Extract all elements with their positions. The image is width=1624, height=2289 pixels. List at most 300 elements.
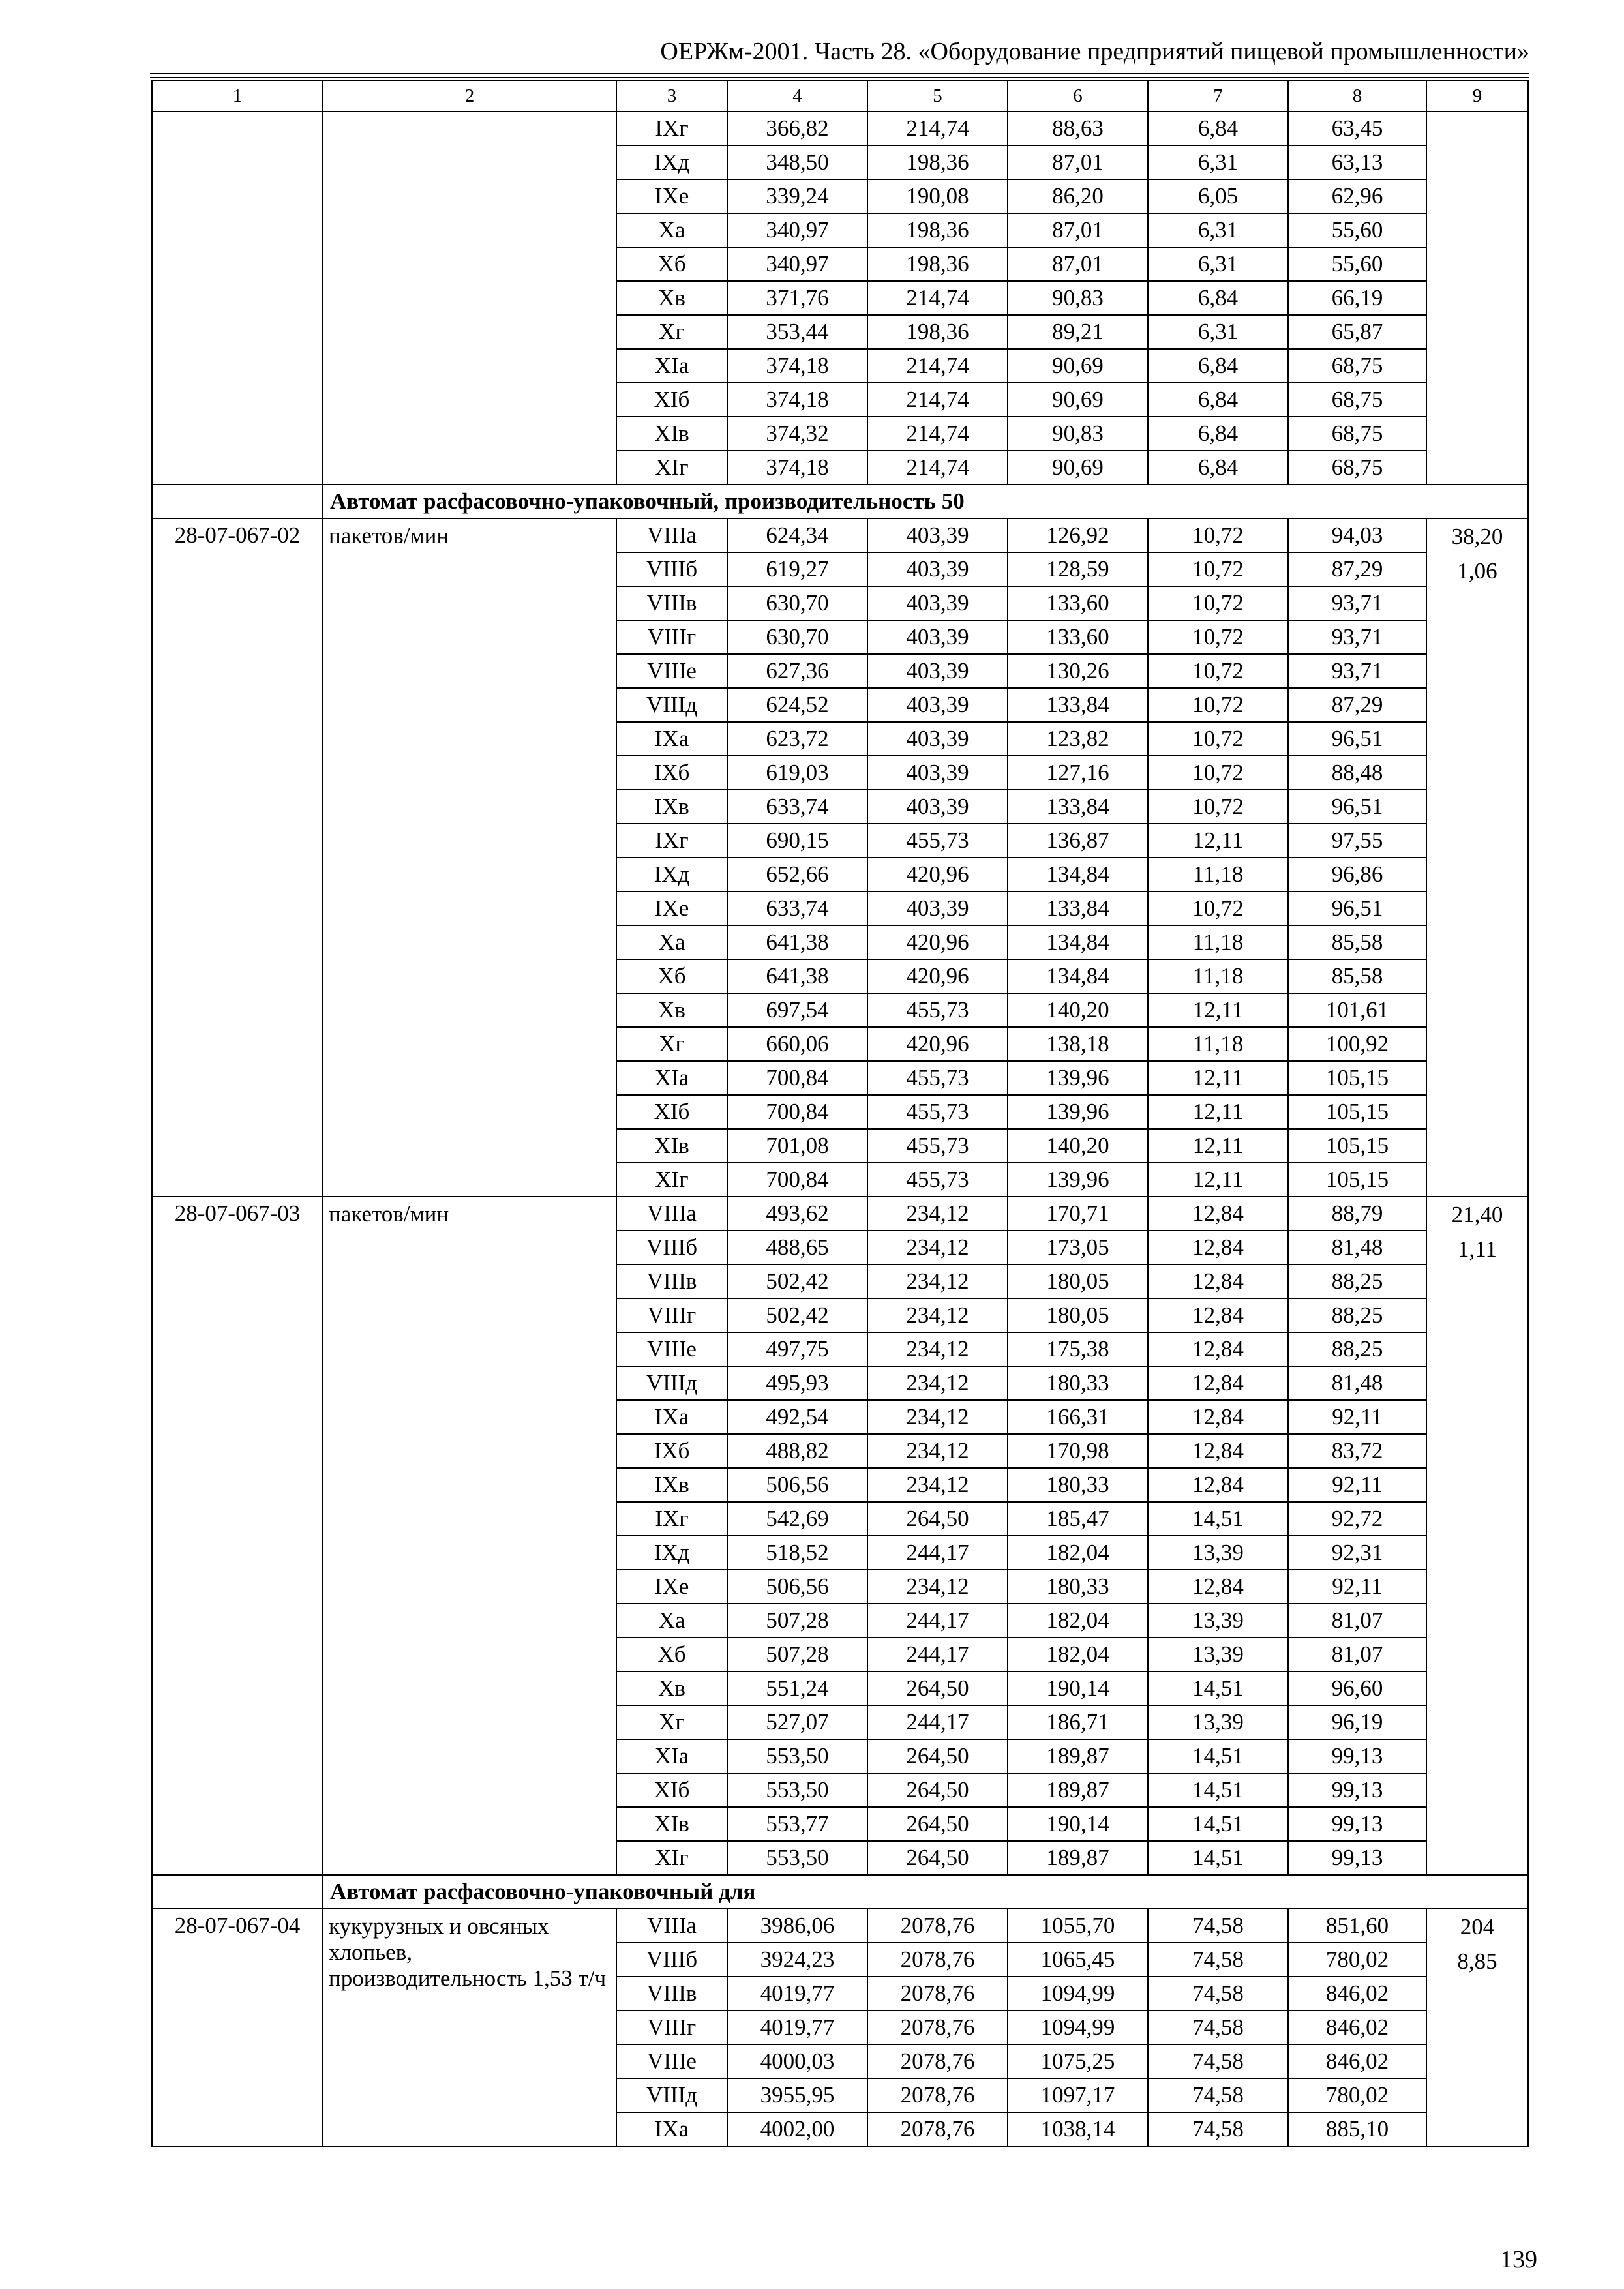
value-cell: 190,14 [1008, 1807, 1148, 1841]
value-cell: 185,47 [1008, 1502, 1148, 1536]
value-cell: 12,84 [1148, 1231, 1288, 1264]
value-cell: 851,60 [1288, 1909, 1426, 1943]
value-cell: 234,12 [867, 1231, 1008, 1264]
value-cell: 214,74 [867, 383, 1008, 417]
value-cell: 68,75 [1288, 383, 1426, 417]
value-cell: 175,38 [1008, 1332, 1148, 1366]
table-row [152, 112, 1528, 145]
value-cell: 403,39 [867, 688, 1008, 722]
value-cell: 553,77 [727, 1807, 867, 1841]
zone-cell: Xа [616, 1604, 727, 1638]
value-cell: 6,84 [1148, 112, 1288, 145]
value-cell: 488,65 [727, 1231, 867, 1264]
value-cell: 14,51 [1148, 1671, 1288, 1705]
value-cell: 139,96 [1008, 1095, 1148, 1129]
value-cell: 180,05 [1008, 1298, 1148, 1332]
value-cell: 88,25 [1288, 1332, 1426, 1366]
value-cell: 374,18 [727, 451, 867, 485]
value-cell: 123,82 [1008, 722, 1148, 756]
zone-cell: Xб [616, 1638, 727, 1671]
value-cell: 10,72 [1148, 620, 1288, 654]
value-cell: 244,17 [867, 1638, 1008, 1671]
value-cell: 101,61 [1288, 993, 1426, 1027]
value-cell: 6,31 [1148, 315, 1288, 349]
value-cell: 88,25 [1288, 1264, 1426, 1298]
value-cell: 186,71 [1008, 1705, 1148, 1739]
value-cell: 780,02 [1288, 1943, 1426, 1977]
value-cell: 348,50 [727, 145, 867, 179]
value-cell: 3955,95 [727, 2078, 867, 2112]
value-cell: 128,59 [1008, 552, 1148, 586]
header-rule-double [150, 77, 1529, 78]
resource-cell [1426, 1197, 1528, 1875]
value-cell: 4019,77 [727, 2011, 867, 2044]
value-cell: 214,74 [867, 417, 1008, 451]
header-rule [150, 73, 1529, 74]
value-cell: 13,39 [1148, 1638, 1288, 1671]
value-cell: 96,51 [1288, 891, 1426, 925]
value-cell: 138,18 [1008, 1027, 1148, 1061]
value-cell: 68,75 [1288, 451, 1426, 485]
value-cell: 14,51 [1148, 1502, 1288, 1536]
zone-cell: Xв [616, 993, 727, 1027]
value-cell: 1055,70 [1008, 1909, 1148, 1943]
value-cell: 264,50 [867, 1841, 1008, 1875]
value-cell: 234,12 [867, 1366, 1008, 1400]
value-cell: 403,39 [867, 586, 1008, 620]
value-cell: 99,13 [1288, 1739, 1426, 1773]
value-cell: 4019,77 [727, 1977, 867, 2011]
value-cell: 371,76 [727, 281, 867, 315]
value-cell: 234,12 [867, 1434, 1008, 1468]
value-cell: 6,31 [1148, 213, 1288, 247]
value-cell: 10,72 [1148, 654, 1288, 688]
zone-cell: XIв [616, 1129, 727, 1163]
value-cell: 1094,99 [1008, 1977, 1148, 2011]
value-cell: 12,84 [1148, 1434, 1288, 1468]
value-cell: 366,82 [727, 112, 867, 145]
zone-cell: XIг [616, 451, 727, 485]
value-cell: 403,39 [867, 654, 1008, 688]
value-cell: 1065,45 [1008, 1943, 1148, 1977]
value-cell: 10,72 [1148, 891, 1288, 925]
value-cell: 166,31 [1008, 1400, 1148, 1434]
value-cell: 182,04 [1008, 1536, 1148, 1570]
rate-name: пакетов/мин [323, 518, 616, 1197]
value-cell: 10,72 [1148, 756, 1288, 790]
value-cell: 374,18 [727, 349, 867, 383]
value-cell: 697,54 [727, 993, 867, 1027]
value-cell: 85,58 [1288, 959, 1426, 993]
resource-cell [1426, 112, 1528, 485]
value-cell: 553,50 [727, 1773, 867, 1807]
resource-cell [1426, 518, 1528, 1197]
zone-cell: Xв [616, 281, 727, 315]
value-cell: 97,55 [1288, 824, 1426, 858]
value-cell: 455,73 [867, 824, 1008, 858]
value-cell: 74,58 [1148, 2011, 1288, 2044]
zone-cell: XIб [616, 1095, 727, 1129]
value-cell: 83,72 [1288, 1434, 1426, 1468]
value-cell: 502,42 [727, 1298, 867, 1332]
zone-cell: XIб [616, 383, 727, 417]
value-cell: 12,84 [1148, 1570, 1288, 1604]
value-cell: 507,28 [727, 1638, 867, 1671]
zone-cell: VIIIа [616, 518, 727, 552]
value-cell: 780,02 [1288, 2078, 1426, 2112]
value-cell: 180,33 [1008, 1570, 1148, 1604]
value-cell: 234,12 [867, 1264, 1008, 1298]
value-cell: 374,32 [727, 417, 867, 451]
value-cell: 170,71 [1008, 1197, 1148, 1231]
value-cell: 13,39 [1148, 1705, 1288, 1739]
value-cell: 88,25 [1288, 1298, 1426, 1332]
zone-cell: IXа [616, 1400, 727, 1434]
zone-cell: IXе [616, 891, 727, 925]
section-title-row [152, 1875, 1528, 1909]
zone-cell: VIIIг [616, 620, 727, 654]
zone-cell: Xг [616, 315, 727, 349]
value-cell: 497,75 [727, 1332, 867, 1366]
value-cell: 403,39 [867, 790, 1008, 824]
value-cell: 264,50 [867, 1671, 1008, 1705]
value-cell: 92,72 [1288, 1502, 1426, 1536]
value-cell: 420,96 [867, 959, 1008, 993]
zone-cell: IXб [616, 1434, 727, 1468]
value-cell: 553,50 [727, 1739, 867, 1773]
value-cell: 340,97 [727, 213, 867, 247]
zone-cell: XIб [616, 1773, 727, 1807]
value-cell: 502,42 [727, 1264, 867, 1298]
value-cell: 12,11 [1148, 1095, 1288, 1129]
rate-name: пакетов/мин [323, 1197, 616, 1875]
value-cell: 420,96 [867, 1027, 1008, 1061]
value-cell: 652,66 [727, 858, 867, 891]
value-cell: 68,75 [1288, 349, 1426, 383]
resource-value: 1,06 [1457, 558, 1497, 584]
value-cell: 99,13 [1288, 1841, 1426, 1875]
section-title: Автомат расфасовочно-упаковочный для [323, 1875, 1528, 1909]
value-cell: 2078,76 [867, 1943, 1008, 1977]
value-cell: 12,11 [1148, 1163, 1288, 1197]
value-cell: 214,74 [867, 112, 1008, 145]
value-cell: 6,84 [1148, 451, 1288, 485]
section-title: Автомат расфасовочно-упаковочный, производительность 50 [323, 485, 1528, 518]
column-number: 5 [867, 80, 1008, 112]
value-cell: 630,70 [727, 620, 867, 654]
value-cell: 12,84 [1148, 1366, 1288, 1400]
value-cell: 81,07 [1288, 1638, 1426, 1671]
value-cell: 12,11 [1148, 1129, 1288, 1163]
value-cell: 264,50 [867, 1502, 1008, 1536]
value-cell: 214,74 [867, 349, 1008, 383]
value-cell: 90,83 [1008, 281, 1148, 315]
value-cell: 14,51 [1148, 1807, 1288, 1841]
value-cell: 353,44 [727, 315, 867, 349]
value-cell: 88,48 [1288, 756, 1426, 790]
value-cell: 234,12 [867, 1332, 1008, 1366]
column-number: 1 [152, 80, 323, 112]
zone-cell: XIа [616, 349, 727, 383]
zone-cell: Xг [616, 1027, 727, 1061]
value-cell: 173,05 [1008, 1231, 1148, 1264]
resource-cell [1426, 1909, 1528, 2146]
value-cell: 180,33 [1008, 1468, 1148, 1502]
value-cell: 126,92 [1008, 518, 1148, 552]
value-cell: 374,18 [727, 383, 867, 417]
value-cell: 74,58 [1148, 2078, 1288, 2112]
value-cell: 140,20 [1008, 993, 1148, 1027]
value-cell: 74,58 [1148, 1909, 1288, 1943]
value-cell: 90,69 [1008, 349, 1148, 383]
value-cell: 87,01 [1008, 213, 1148, 247]
value-cell: 6,84 [1148, 417, 1288, 451]
column-number: 8 [1288, 80, 1426, 112]
running-header: ОЕРЖм-2001. Часть 28. «Оборудование предприятий пищевой промышленности» [660, 38, 1529, 65]
zone-cell: XIа [616, 1739, 727, 1773]
value-cell: 846,02 [1288, 2011, 1426, 2044]
value-cell: 14,51 [1148, 1739, 1288, 1773]
value-cell: 99,13 [1288, 1807, 1426, 1841]
value-cell: 198,36 [867, 247, 1008, 281]
value-cell: 189,87 [1008, 1773, 1148, 1807]
value-cell: 87,01 [1008, 247, 1148, 281]
value-cell: 93,71 [1288, 586, 1426, 620]
value-cell: 133,84 [1008, 688, 1148, 722]
value-cell: 74,58 [1148, 2112, 1288, 2146]
value-cell: 65,87 [1288, 315, 1426, 349]
value-cell: 12,84 [1148, 1264, 1288, 1298]
zone-cell: Xб [616, 959, 727, 993]
value-cell: 234,12 [867, 1468, 1008, 1502]
value-cell: 553,50 [727, 1841, 867, 1875]
value-cell: 488,82 [727, 1434, 867, 1468]
value-cell: 527,07 [727, 1705, 867, 1739]
value-cell: 105,15 [1288, 1163, 1426, 1197]
zone-cell: VIIIа [616, 1197, 727, 1231]
value-cell: 700,84 [727, 1095, 867, 1129]
value-cell: 74,58 [1148, 1943, 1288, 1977]
value-cell: 4002,00 [727, 2112, 867, 2146]
value-cell: 198,36 [867, 315, 1008, 349]
value-cell: 846,02 [1288, 1977, 1426, 2011]
zone-cell: IXг [616, 1502, 727, 1536]
value-cell: 182,04 [1008, 1638, 1148, 1671]
value-cell: 846,02 [1288, 2044, 1426, 2078]
value-cell: 623,72 [727, 722, 867, 756]
value-cell: 68,75 [1288, 417, 1426, 451]
rate-code: 28-07-067-03 [152, 1197, 323, 1875]
value-cell: 13,39 [1148, 1536, 1288, 1570]
table-body [152, 80, 1528, 2146]
value-cell: 189,87 [1008, 1739, 1148, 1773]
value-cell: 403,39 [867, 620, 1008, 654]
value-cell: 630,70 [727, 586, 867, 620]
value-cell: 133,84 [1008, 790, 1148, 824]
value-cell: 420,96 [867, 858, 1008, 891]
value-cell: 264,50 [867, 1739, 1008, 1773]
value-cell: 96,60 [1288, 1671, 1426, 1705]
value-cell: 234,12 [867, 1570, 1008, 1604]
table-row [152, 518, 1528, 552]
value-cell: 701,08 [727, 1129, 867, 1163]
value-cell: 214,74 [867, 281, 1008, 315]
value-cell: 1038,14 [1008, 2112, 1148, 2146]
resource-value: 8,85 [1457, 1949, 1497, 1974]
value-cell: 133,84 [1008, 891, 1148, 925]
value-cell: 6,31 [1148, 145, 1288, 179]
value-cell: 198,36 [867, 213, 1008, 247]
value-cell: 93,71 [1288, 654, 1426, 688]
value-cell: 12,84 [1148, 1298, 1288, 1332]
zone-cell: VIIIв [616, 586, 727, 620]
value-cell: 700,84 [727, 1061, 867, 1095]
value-cell: 134,84 [1008, 925, 1148, 959]
value-cell: 690,15 [727, 824, 867, 858]
column-number: 4 [727, 80, 867, 112]
value-cell: 66,19 [1288, 281, 1426, 315]
value-cell: 506,56 [727, 1468, 867, 1502]
section-title-row [152, 485, 1528, 518]
value-cell: 542,69 [727, 1502, 867, 1536]
zone-cell: VIIIа [616, 1909, 727, 1943]
value-cell: 551,24 [727, 1671, 867, 1705]
value-cell: 264,50 [867, 1807, 1008, 1841]
value-cell: 94,03 [1288, 518, 1426, 552]
value-cell: 136,87 [1008, 824, 1148, 858]
value-cell: 420,96 [867, 925, 1008, 959]
zone-cell: VIIIд [616, 2078, 727, 2112]
value-cell: 12,11 [1148, 824, 1288, 858]
value-cell: 506,56 [727, 1570, 867, 1604]
value-cell: 4000,03 [727, 2044, 867, 2078]
value-cell: 99,13 [1288, 1773, 1426, 1807]
zone-cell: IXб [616, 756, 727, 790]
zone-cell: VIIIе [616, 2044, 727, 2078]
value-cell: 89,21 [1008, 315, 1148, 349]
value-cell: 88,79 [1288, 1197, 1426, 1231]
value-cell: 90,69 [1008, 383, 1148, 417]
rate-name: кукурузных и овсяных хлопьев, производительность 1,53 т/ч [323, 1909, 616, 2146]
value-cell: 92,11 [1288, 1400, 1426, 1434]
value-cell: 85,58 [1288, 925, 1426, 959]
value-cell: 12,84 [1148, 1468, 1288, 1502]
rate-code: 28-07-067-02 [152, 518, 323, 1197]
zone-cell: VIIIв [616, 1977, 727, 2011]
zone-cell: IXд [616, 145, 727, 179]
value-cell: 96,51 [1288, 790, 1426, 824]
value-cell: 493,62 [727, 1197, 867, 1231]
page-number: 139 [1500, 2246, 1537, 2273]
rate-code: 28-07-067-04 [152, 1909, 323, 2146]
value-cell: 12,11 [1148, 1061, 1288, 1095]
value-cell: 340,97 [727, 247, 867, 281]
column-number: 6 [1008, 80, 1148, 112]
value-cell: 14,51 [1148, 1841, 1288, 1875]
column-number-row [152, 80, 1528, 112]
value-cell: 633,74 [727, 891, 867, 925]
value-cell: 133,60 [1008, 620, 1148, 654]
zone-cell: IXв [616, 790, 727, 824]
value-cell: 10,72 [1148, 722, 1288, 756]
zone-cell: Xа [616, 925, 727, 959]
value-cell: 189,87 [1008, 1841, 1148, 1875]
zone-cell: VIIIе [616, 654, 727, 688]
value-cell: 134,84 [1008, 858, 1148, 891]
value-cell: 492,54 [727, 1400, 867, 1434]
value-cell: 11,18 [1148, 1027, 1288, 1061]
value-cell: 339,24 [727, 179, 867, 213]
value-cell: 81,48 [1288, 1366, 1426, 1400]
value-cell: 10,72 [1148, 518, 1288, 552]
value-cell: 13,39 [1148, 1604, 1288, 1638]
table-row [152, 1909, 1528, 1943]
price-table [151, 80, 1529, 2147]
zone-cell: IXг [616, 824, 727, 858]
value-cell: 130,26 [1008, 654, 1148, 688]
value-cell: 507,28 [727, 1604, 867, 1638]
value-cell: 234,12 [867, 1400, 1008, 1434]
zone-cell: VIIIг [616, 2011, 727, 2044]
value-cell: 180,05 [1008, 1264, 1148, 1298]
value-cell: 455,73 [867, 993, 1008, 1027]
zone-cell: XIг [616, 1841, 727, 1875]
value-cell: 140,20 [1008, 1129, 1148, 1163]
value-cell: 90,83 [1008, 417, 1148, 451]
value-cell: 234,12 [867, 1298, 1008, 1332]
value-cell: 264,50 [867, 1773, 1008, 1807]
value-cell: 11,18 [1148, 959, 1288, 993]
value-cell: 244,17 [867, 1536, 1008, 1570]
value-cell: 6,05 [1148, 179, 1288, 213]
value-cell: 1097,17 [1008, 2078, 1148, 2112]
value-cell: 1075,25 [1008, 2044, 1148, 2078]
value-cell: 3924,23 [727, 1943, 867, 1977]
zone-cell: IXд [616, 1536, 727, 1570]
value-cell: 234,12 [867, 1197, 1008, 1231]
value-cell: 6,84 [1148, 281, 1288, 315]
value-cell: 96,51 [1288, 722, 1426, 756]
rate-name [323, 112, 616, 485]
value-cell: 86,20 [1008, 179, 1148, 213]
zone-cell: XIв [616, 417, 727, 451]
value-cell: 6,84 [1148, 383, 1288, 417]
value-cell: 105,15 [1288, 1061, 1426, 1095]
value-cell: 641,38 [727, 925, 867, 959]
value-cell: 12,84 [1148, 1197, 1288, 1231]
value-cell: 403,39 [867, 722, 1008, 756]
value-cell: 55,60 [1288, 213, 1426, 247]
zone-cell: XIг [616, 1163, 727, 1197]
value-cell: 105,15 [1288, 1095, 1426, 1129]
value-cell: 92,11 [1288, 1468, 1426, 1502]
value-cell: 10,72 [1148, 586, 1288, 620]
value-cell: 10,72 [1148, 790, 1288, 824]
value-cell: 55,60 [1288, 247, 1426, 281]
value-cell: 170,98 [1008, 1434, 1148, 1468]
zone-cell: IXв [616, 1468, 727, 1502]
value-cell: 2078,76 [867, 1909, 1008, 1943]
zone-cell: Xб [616, 247, 727, 281]
zone-cell: VIIIб [616, 1943, 727, 1977]
value-cell: 81,48 [1288, 1231, 1426, 1264]
value-cell: 641,38 [727, 959, 867, 993]
value-cell: 403,39 [867, 891, 1008, 925]
column-number: 7 [1148, 80, 1288, 112]
value-cell: 81,07 [1288, 1604, 1426, 1638]
zone-cell: VIIIг [616, 1298, 727, 1332]
zone-cell: VIIIд [616, 1366, 727, 1400]
